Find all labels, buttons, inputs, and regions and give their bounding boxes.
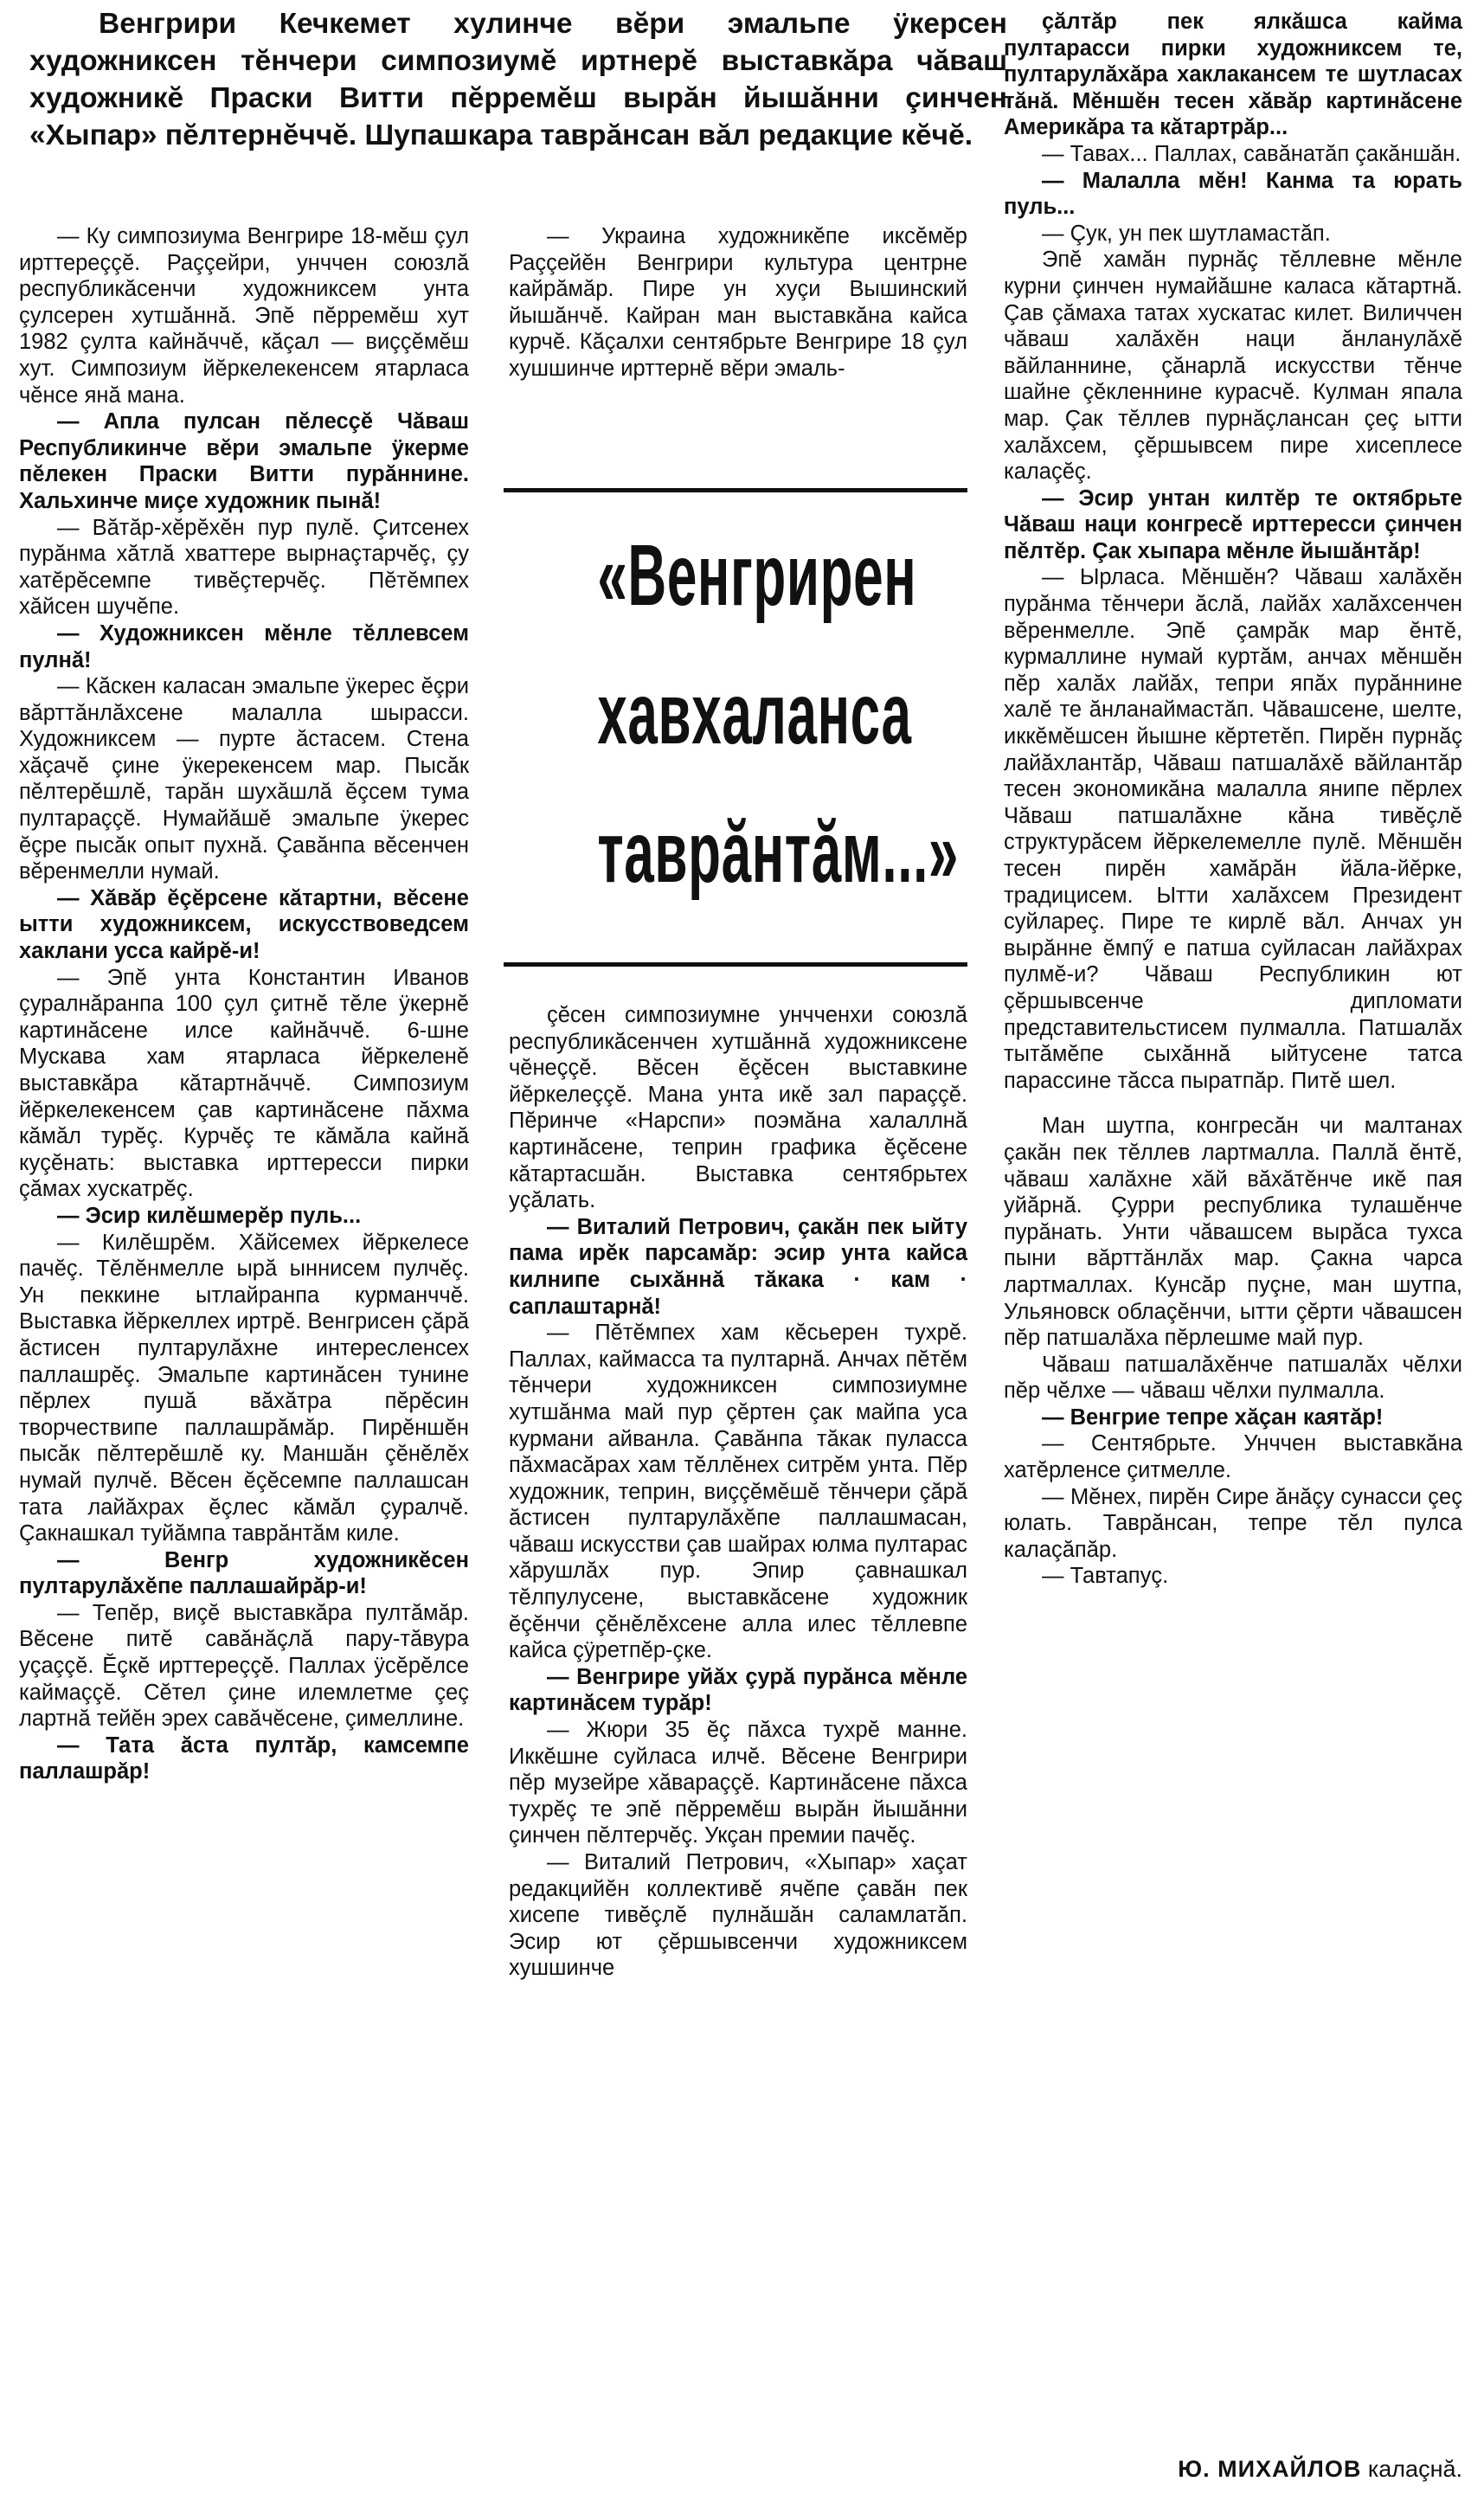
- interview-question: — Эсир килĕшмерĕр пуль...: [57, 1203, 362, 1228]
- interview-question: çăлтăр пек ялкăшса кайма пултарасси пирки художниксем те, пултарулăхăра хаклакансем те шутласах тăнă. Мĕншĕн тесен хăвăр картинăсене Америкăра та кăтартрăр...: [1004, 10, 1462, 140]
- interview-question: — Виталий Петрович, çакăн пек ыйту пама ирĕк парсамăр: эсир унта кайса килнипе сыхăннă тăкака · кам · саплаштарнă!: [509, 1214, 967, 1319]
- interview-paragraph: — Килĕшрĕм. Хăйсемех йĕркелесе пачĕç. Тĕлĕнмелле ырă ыннисем пулчĕç. Ун пеккине ытлайранпа курманччĕ. Выставка йĕркеллех иртрĕ. Венгрисен çăрă ăстисен пултарулăхне интересленсех паллашрĕç. Эмальпе картинăсен тунине пĕрлех пушă вăхăтра пĕрĕсин творчествипе паллашрăмăр. Пирĕншĕн пысăк пĕлтерĕшлĕ ку. Маншăн çĕнĕлĕх нумай пулчĕ. Вĕсен ĕçĕсемпе паллашсан тата лайăхрах ĕçлес кăмăл çуралчĕ. Çакнашкал туйăмпа таврăнтăм киле.: [19, 1230, 469, 1546]
- column-3-part-a: [1004, 9, 1462, 1094]
- author-suffix: калаçнă.: [1367, 2456, 1462, 2482]
- interview-question: — Эсир унтан килтĕр те октябрьте Чăваш наци конгресĕ ирттересси çинчен пĕлтĕр. Çак хыпара мĕнле йышăнтăр!: [1004, 485, 1462, 563]
- text-column-2-bottom: [509, 1002, 967, 1982]
- text-column-1: [19, 223, 469, 1785]
- interview-question: — Тата ăста пултăр, камсемпе паллашрăр!: [19, 1732, 469, 1784]
- author-name: Ю. МИХАЙЛОВ: [1178, 2456, 1362, 2482]
- interview-paragraph: — Çук, ун пек шутламастăп.: [1042, 221, 1331, 246]
- interview-question: — Апла пулсан пĕлесçĕ Чăваш Республикинче вĕри эмальпе ÿкерме пĕлекен Праски Витти пурăннине. Хальхинче миçе художник пынă!: [19, 409, 469, 513]
- interview-question: — Венгр художникĕсен пултарулăхĕпе паллашайрăр-и!: [19, 1547, 469, 1599]
- headline-line-1: «Венгрирен: [597, 527, 917, 624]
- headline-rule-bottom: [504, 962, 967, 967]
- interview-paragraph: Эпĕ хамăн пурнăç тĕллевне мĕнле курни çинчен нумайăшне каласа кăтартнă. Çав çăмаха татах хускатас килет. Виличчен чăваш халăхĕн наци ăнланулăхĕ вăйланнине, çăнарлă искусстви тĕнче шайне çĕкленнине курасчĕ. Кулман япала мар. Çак тĕллев пурнăçлансан çеç ытти халăхсем, çĕршывсем пире хисеплесе калаçĕç.: [1004, 247, 1462, 485]
- interview-paragraph: — Вăтăр-хĕрĕхĕн пур пулĕ. Çитсенех пурăнма хăтлă хваттере вырнаçтарчĕç, çу хатĕрĕсемпе тивĕçтерчĕç. Пĕтĕмпех хăйсен шучĕпе.: [19, 515, 469, 620]
- byline: [1021, 2456, 1462, 2483]
- interview-paragraph: — Тавтапуç.: [1042, 1564, 1169, 1589]
- interview-paragraph: çĕсен симпозиумне унчченхи союзлă республикăсенчен хутшăннă художниксене чĕнеççĕ. Вĕсен ĕçĕсен выставкине йĕркелеççĕ. Мана унта икĕ зал параççĕ. Пĕринче «Нарспи» поэмăна халаллнă картинăсене, теприн графика ĕçĕсене кăтартасшăн. Выставка сентябрьтех уçăлать.: [509, 1003, 967, 1213]
- interview-paragraph: Ман шутпа, конгресăн чи малтанах çакăн пек тĕллев лартмалла. Паллă ĕнтĕ, чăваш халăхне хăй вăхăтĕнче икĕ пая уйăрнă. Çурри республика тулашĕнче пурăнать. Унти чăвашсем вырăса тухса пыни вăрттăнлăх мар. Çакна чарса лартмаллах. Кунсăр пуçне, ман шутпа, Ульяновск облаçĕнчи, ытти çĕрти чăвашсен пĕр патшалăха пĕрлешме май пур.: [1004, 1114, 1462, 1351]
- interview-question: — Хăвăр ĕçĕрсене кăтартни, вĕсене ытти художниксем, искусствоведсем хаклани усса кайрĕ-и!: [19, 885, 469, 964]
- text-column-3: [1004, 9, 1462, 1590]
- interview-question: — Венгрире уйăх çурă пурăнса мĕнле картинăсем турăр!: [509, 1664, 967, 1716]
- interview-paragraph: — Тавах... Паллах, савăнатăп çакăншăн.: [1042, 141, 1462, 166]
- interview-question: — Художниксен мĕнле тĕллевсем пулнă!: [19, 620, 469, 672]
- interview-paragraph: — Ку симпозиума Венгрире 18-мĕш çул ирттереççĕ. Раççейри, унччен союзлă республикăсенчи художниксем унта çулсерен хутшăннă. Эпĕ пĕрремĕш хут 1982 çулта кайнăччĕ, кăçал — виççĕмĕш хут. Симпозиум йĕркелекенсем ятарласа чĕнсе янă мана.: [19, 224, 469, 408]
- interview-question: — Венгрие тепре хăçан каятăр!: [1042, 1405, 1384, 1430]
- interview-paragraph: — Мĕнех, пирĕн Сире ăнăçу сунасси çеç юлать. Таврăнсан, тепре тĕл пулса калаçăпăр.: [1004, 1484, 1462, 1562]
- column-3-part-b: [1004, 1113, 1462, 1590]
- interview-paragraph: — Ырласа. Мĕншĕн? Чăваш халăхĕн пурăнма тĕнчери ăслă, лайăх халăхсенчен вĕренмелле. Эпĕ çамрăк мар ĕнтĕ, курмаллине нумай куртăм, анчах мĕншĕн пĕр халăх лайăх, тепри япăх пурăннине халĕ те ăнланаймастăп. Чăвашсене, шелте, иккĕмĕшсен йышне кĕртетĕп. Пирĕн пурнăç лайăхлантăр, Чăваш патшалăхĕ вăйлантăр тесен экономикăна малалла янипе пĕрлех Чăваш патшалăхне кăна тивĕçлĕ структурăсем йĕркелемелле пулĕ. Мĕншĕн тесен пирĕн хамăрăн йăла-йĕрке, традицисем. Ытти халăхсем Президент суйлареç. Пире те кирлĕ вăл. Анчах ун вырăнне ĕмпӳ е патша суйласан лайăхрах пулмĕ-и? Чăваш Республикин ют çĕршывсенче дипломати представительстисем пулмалла. Патшалăх тытăмĕпе сыхăннă ыйтусене татса парассине тăсса пыратпăр. Питĕ шел.: [1004, 565, 1462, 1093]
- interview-paragraph: Чăваш патшалăхĕнче патшалăх чĕлхи пĕр чĕлхе — чăваш чĕлхи пулмалла.: [1004, 1352, 1462, 1404]
- headline-line-2: хавхаланса: [597, 665, 912, 762]
- interview-paragraph: — Тепĕр, виçĕ выставкăра пултăмăр. Вĕсене питĕ савăнăçлă пару-тăвура уçаççĕ. Ĕçкĕ ирттереççĕ. Паллах ÿсĕрĕлсе каймаççĕ. Сĕтел çине илемлетме çеç лартнă тейĕн эрех савăчĕсене, çимеллине.: [19, 1600, 469, 1732]
- interview-paragraph: — Жюри 35 ĕç пăхса тухрĕ манне. Иккĕшне суйласа илчĕ. Вĕсене Венгрири пĕр музейре хăвараççĕ. Картинăсене пăхса тухрĕç те эпĕ пĕрремĕш вырăн йышăнни çинчен пĕлтерчĕç. Укçан премии пачĕç.: [509, 1718, 967, 1848]
- interview-paragraph: — Сентябрьте. Унччен выставкăна хатĕрленсе çитмелле.: [1004, 1431, 1462, 1483]
- interview-paragraph: — Эпĕ унта Константин Иванов çуралнăранпа 100 çул çитнĕ тĕле ÿкернĕ картинăсене илсе кайнăччĕ. 6-шне Мускава хам ятарласа йĕркеленĕ выставкăра кăтартнăччĕ. Симпозиум йĕркелекенсем çав картинăсене пăхма кăмăл турĕç. Курчĕç те кăмăла кайнă куçĕнать: выставка ирттересси пирки çăмах хускатрĕç.: [19, 965, 469, 1202]
- headline-rule-top: [504, 488, 967, 492]
- interview-paragraph: — Украина художникĕпе иксĕмĕр Раççейĕн Венгрири культура центрне кайрăмăр. Пире ун хуçи Вышинский йышăнчĕ. Кайран ман выставкăна кайса курчĕ. Кăçалхи сентябрьте Венгрире 18 çул хушшинче ирттернĕ вĕри эмаль-: [509, 224, 967, 381]
- interview-paragraph: — Пĕтĕмпех хам кĕсьерен тухрĕ. Паллах, каймасса та пултарнă. Анчах пĕтĕм тĕнчери художниксен симпозиумне хутшăнма май пур çĕртен çак майпа уса курмани айванла. Çавăнпа тăкак пуласса пăхмасăрах хам тĕллĕнех ситрĕм унта. Пĕр художник, теприн, виççĕмĕшĕ тĕнчери çăрă ăстисен пултарулăхĕпе паллашмасан, чăваш искусстви çав шайрах юлма пултарас хăрушлăх пур. Эпир çавнашкал тĕлпулусене, выставкăсене художник ĕçĕнчи çĕнĕлĕхсене алла илес тĕллевпе кайса çÿретпĕр-çке.: [509, 1321, 967, 1663]
- interview-paragraph: — Виталий Петрович, «Хыпар» хаçат редакцийĕн коллективĕ ячĕпе çавăн пек хисепе тивĕçлĕ пулнăшăн саламлатăп. Эсир ют çĕршывсенчи художниксем хушшинче: [509, 1850, 967, 1981]
- article-lead: Венгрири Кечкемет хулинче вĕри эмальпе ÿкерсен художниксен тĕнчери симпозиумĕ иртнерĕ выставкăра чăваш художникĕ Праски Витти пĕрремĕш вырăн йышăнни çинчен «Хыпар» пĕлтернĕччĕ. Шупашкара таврăнсан вăл редакцие кĕчĕ.: [29, 8, 1007, 151]
- headline-line-3: таврăнтăм...»: [597, 804, 960, 901]
- article-headline: [597, 506, 960, 922]
- interview-paragraph: — Кăскен каласан эмальпе ÿкерес ĕçри вăрттăнлăхсене малалла шырасси. Художниксем — пурте ăстасем. Стена хăçачĕ çине ÿкерекенсем мар. Пысăк пĕлтерĕшлĕ, тарăн шухăшлă ĕçсем тума пултараççĕ. Нумайăшĕ эмальпе ÿкерес ĕçре пысăк опыт пухнă. Çавăнпа вĕсенчен вĕренмелли нумай.: [19, 674, 469, 884]
- interview-question: — Малалла мĕн! Канма та юрать пуль...: [1004, 168, 1462, 220]
- text-column-2-top: [509, 223, 967, 382]
